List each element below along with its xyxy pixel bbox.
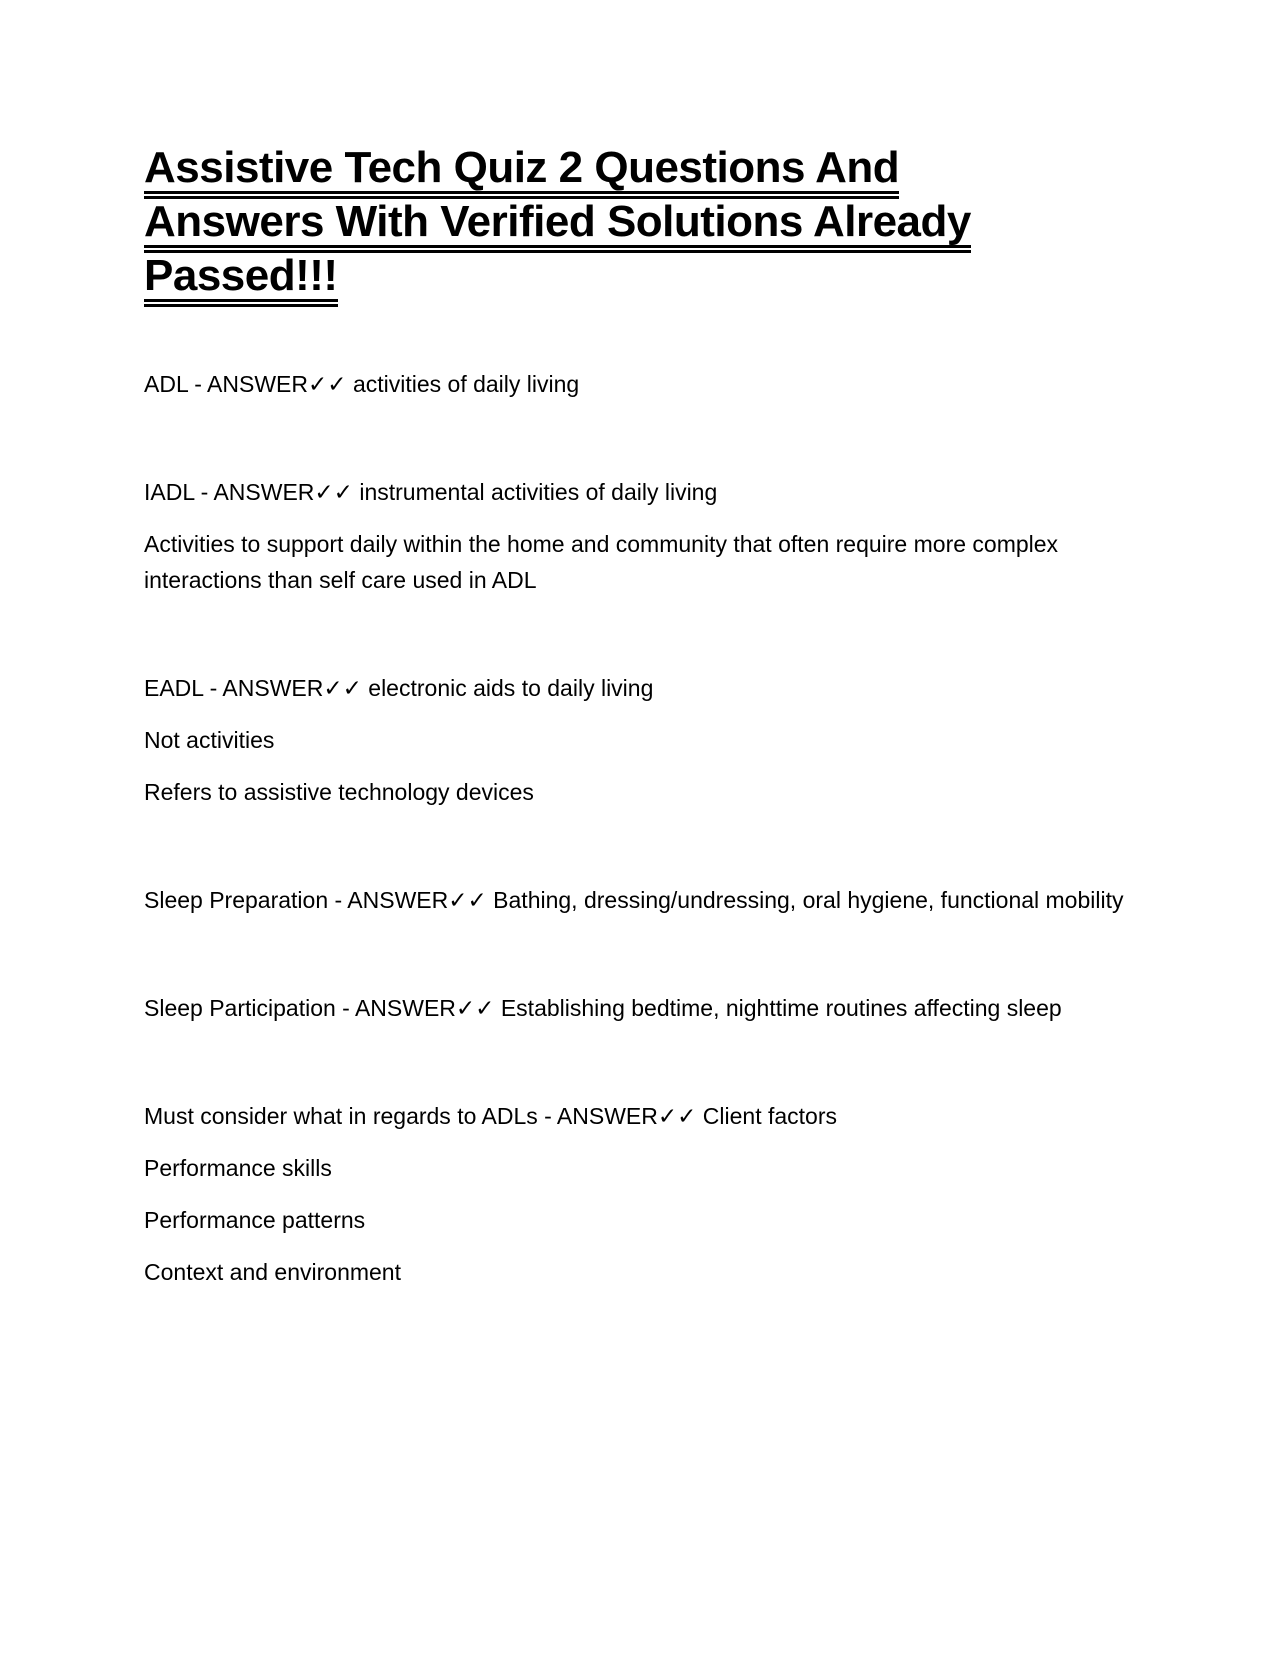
paragraph-iadl-detail: Activities to support daily within the home and community that often require more complex interactions than self care used in ADL (144, 531, 1059, 593)
paragraph-eadl-note-1: Not activities (144, 727, 275, 753)
paragraph-eadl: EADL - ANSWER✓✓ electronic aids to daily living (144, 675, 654, 701)
paragraph-context-environment: Context and environment (144, 1259, 401, 1285)
paragraph-sleep-preparation: Sleep Preparation - ANSWER✓✓ Bathing, dressing/undressing, oral hygiene, functional mobility (144, 887, 1124, 913)
paragraph-adl: ADL - ANSWER✓✓ activities of daily living (144, 371, 580, 397)
paragraph-performance-patterns: Performance patterns (144, 1207, 366, 1233)
page-title-line-2: Answers With Verified Solutions Already (144, 200, 971, 253)
page-title-line-3: Passed!!! (144, 254, 338, 307)
page-title-line-wrap (144, 143, 1136, 200)
paragraph-performance-skills: Performance skills (144, 1155, 332, 1181)
paragraph-sleep-participation: Sleep Participation - ANSWER✓✓ Establishing bedtime, nighttime routines affecting sleep (144, 995, 1062, 1021)
qa-body (144, 366, 1136, 1290)
page-title-line-wrap (144, 251, 1136, 308)
paragraph-adl-considerations: Must consider what in regards to ADLs - ANSWER✓✓ Client factors (144, 1103, 838, 1129)
paragraph-iadl: IADL - ANSWER✓✓ instrumental activities of daily living (144, 479, 718, 505)
page-title-line-wrap (144, 197, 1136, 254)
page-title (144, 143, 1136, 308)
paragraph-eadl-note-2: Refers to assistive technology devices (144, 779, 534, 805)
page-title-line-1: Assistive Tech Quiz 2 Questions And (144, 146, 899, 199)
